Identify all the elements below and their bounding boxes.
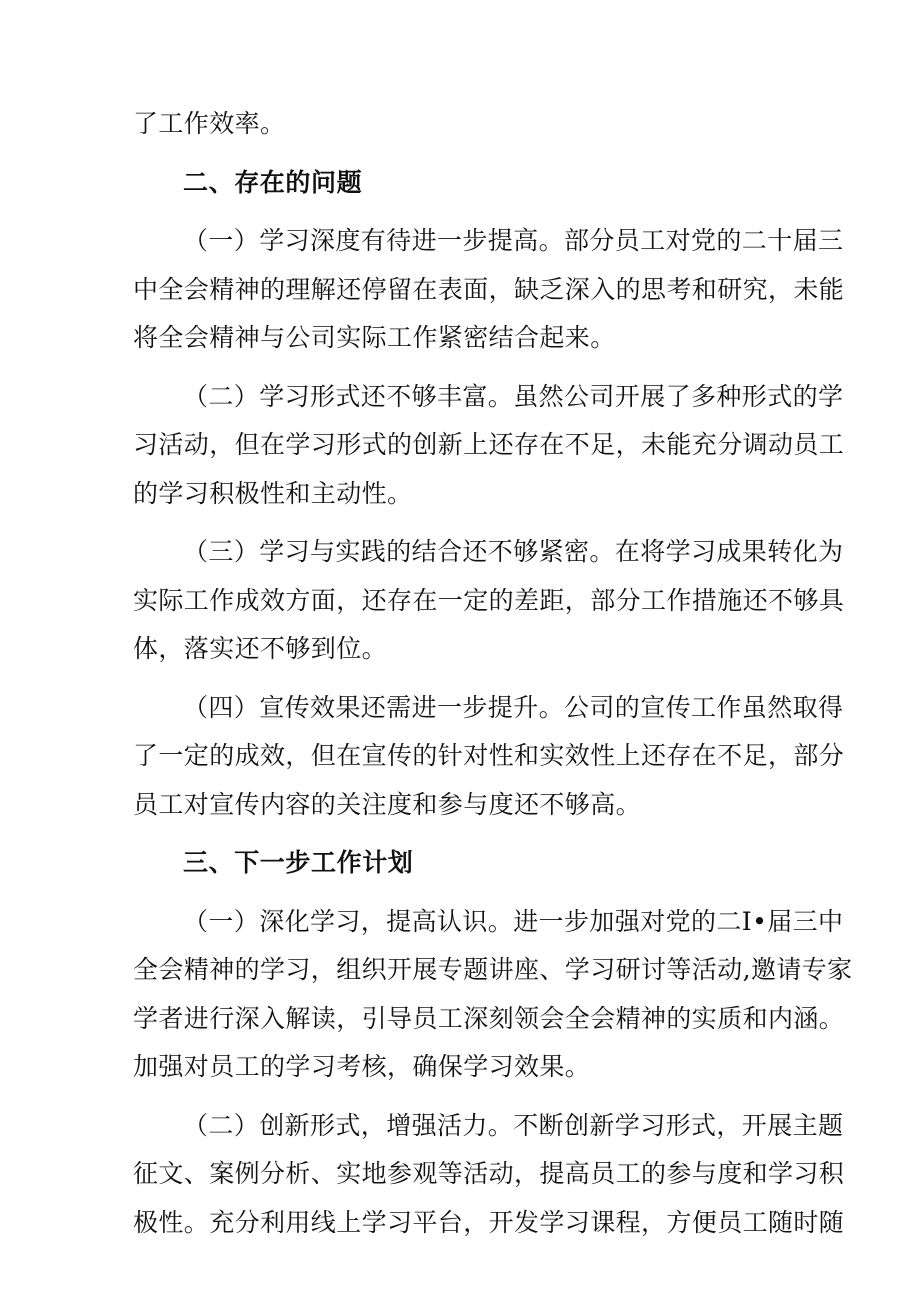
text-line: 体，落实还不够到位。 — [133, 634, 388, 663]
text-line: （二）创新形式，增强活力。不断创新学习形式，开展主题 — [183, 1110, 844, 1140]
text-line: 将全会精神与公司实际工作紧密结合起来。 — [133, 323, 616, 352]
section-heading-problems: 二、存在的问题 — [183, 167, 363, 197]
continuation-text — [133, 100, 793, 149]
problem-paragraph-3 — [133, 528, 845, 674]
text-line: 习活动，但在学习形式的创新上还存在不足，未能充分调动员工 — [133, 430, 845, 459]
text-line: 全会精神的学习，组织开展专题讲座、学习研讨等活动,邀请专家 — [133, 955, 853, 984]
problem-paragraph-1 — [133, 217, 845, 363]
plan-paragraph-2 — [133, 1102, 845, 1248]
section-heading-next-steps: 三、下一步工作计划 — [183, 848, 414, 877]
text-line: 中全会精神的理解还停留在表面，缺乏深入的思考和研究，未能 — [133, 274, 845, 304]
text-line: （二）学习形式还不够丰富。虽然公司开展了多种形式的学 — [183, 381, 844, 411]
text-line: 了工作效率。 — [133, 109, 286, 138]
text-line: 征文、案例分析、实地参观等活动，提高员工的参与度和学习积 — [133, 1159, 845, 1188]
text-line: （一）深化学习，提高认识。进一步加强对党的二I•届三中 — [183, 906, 844, 936]
text-line: 员工对宣传内容的关注度和参与度还不够高。 — [133, 789, 642, 819]
text-line: （一）学习深度有待进一步提高。部分员工对党的二十届三 — [183, 226, 844, 255]
text-line: （四）宣传效果还需进一步提升。公司的宣传工作虽然取得 — [183, 692, 844, 722]
document-body — [133, 100, 853, 1247]
text-line: （三）学习与实践的结合还不够紧密。在将学习成果转化为 — [183, 537, 844, 566]
text-line: 的学习积极性和主动性。 — [133, 478, 413, 508]
plan-paragraph-1 — [133, 898, 853, 1092]
text-line: 实际工作成效方面，还存在一定的差距，部分工作措施还不够具 — [133, 585, 845, 615]
text-line: 极性。充分利用线上学习平台，开发学习课程，方便员工随时随 — [133, 1207, 845, 1237]
text-line: 了一定的成效，但在宣传的针对性和实效性上还存在不足，部分 — [133, 741, 845, 770]
text-line: 加强对员工的学习考核，确保学习效果。 — [133, 1052, 591, 1081]
text-line: 学者进行深入解读，引导员工深刻领会全会精神的实质和内涵。 — [133, 1003, 845, 1033]
problem-paragraph-2 — [133, 373, 845, 519]
problem-paragraph-4 — [133, 684, 845, 830]
